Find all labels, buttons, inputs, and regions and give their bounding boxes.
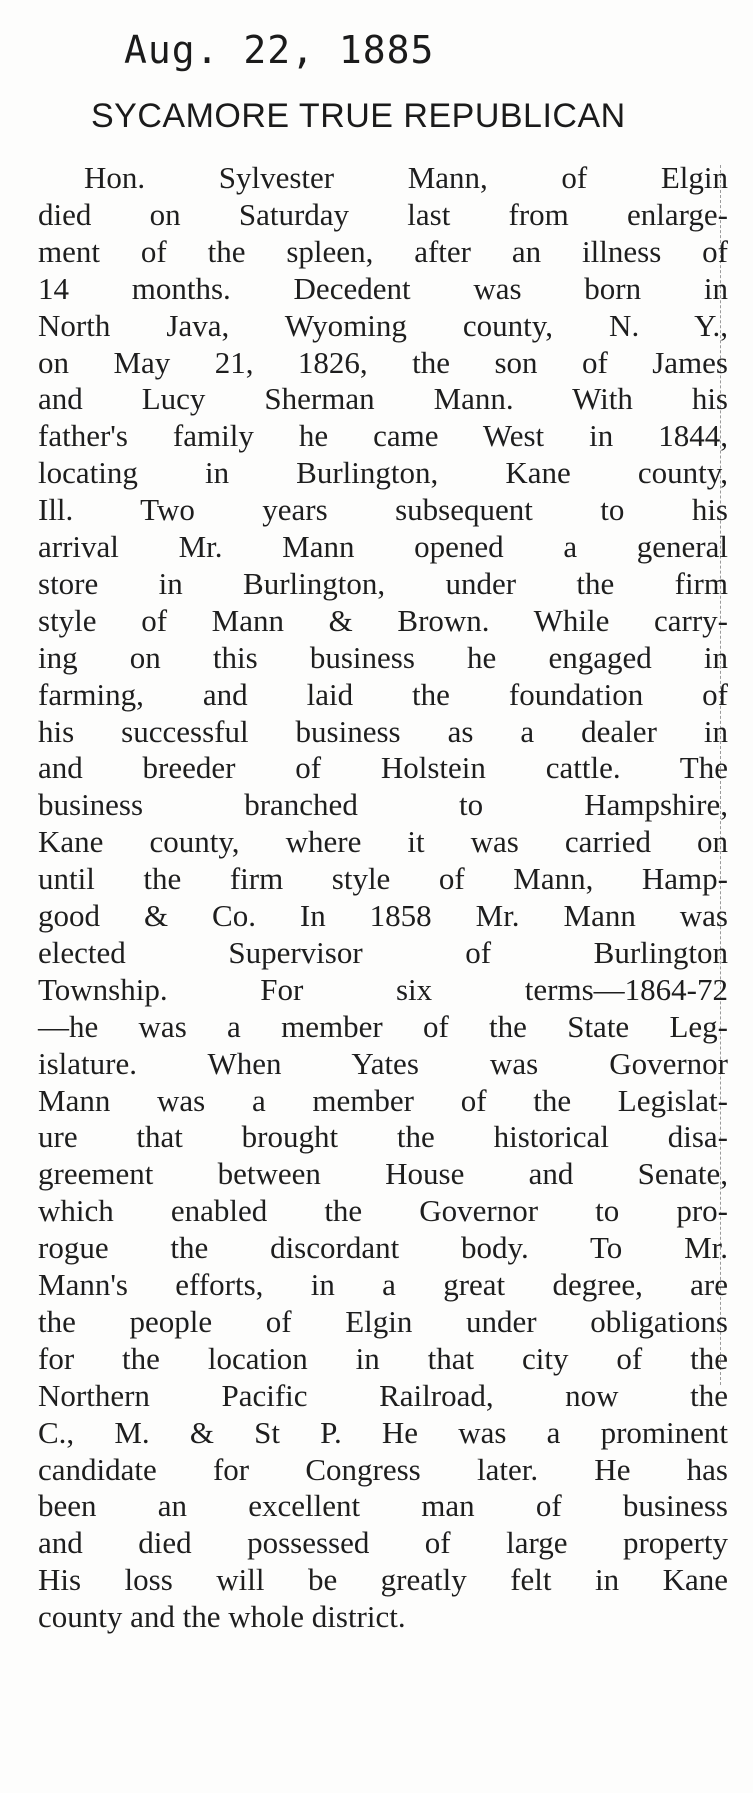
article-line: and breeder of Holstein cattle. The — [38, 750, 728, 786]
article-line: his successful business as a dealer in — [38, 713, 728, 749]
article-line: elected Supervisor of Burlington — [38, 934, 728, 970]
article-line: arrival Mr. Mann opened a general — [38, 529, 728, 564]
article-line: for the location in that city of the — [38, 1340, 728, 1376]
article-line: Ill. Two years subsequent to his — [38, 492, 728, 528]
article-line: Mann's efforts, in a great degree, are — [38, 1267, 728, 1302]
article-line: North Java, Wyoming county, N. Y., — [38, 307, 728, 343]
article-line: ment of the spleen, after an illness of — [38, 233, 728, 269]
article-line: His loss will be greatly felt in Kane — [38, 1562, 728, 1598]
article-line: —he was a member of the State Leg- — [38, 1008, 728, 1044]
article-line: greement between House and Senate, — [38, 1156, 728, 1192]
article-line: Hon. Sylvester Mann, of Elgin — [84, 160, 728, 195]
article-line: Northern Pacific Railroad, now the — [38, 1377, 728, 1413]
article-line: been an excellent man of business — [38, 1488, 728, 1524]
article-line: store in Burlington, under the firm — [38, 565, 728, 601]
article-line: ing on this business he engaged in — [38, 639, 728, 675]
article-line: until the firm style of Mann, Hamp- — [38, 861, 728, 897]
article-line: ure that brought the historical disa- — [38, 1119, 728, 1155]
article-line: 14 months. Decedent was born in — [38, 270, 728, 306]
article-line: candidate for Congress later. He has — [38, 1451, 728, 1487]
article-line: style of Mann & Brown. While carry- — [38, 602, 728, 638]
article-line: and died possessed of large property — [38, 1525, 728, 1561]
article-line: father's family he came West in 1844, — [38, 418, 728, 454]
article-line: locating in Burlington, Kane county, — [38, 455, 728, 491]
newspaper-name: SYCAMORE TRUE REPUBLICAN — [91, 97, 626, 135]
article-line: county and the whole district. — [38, 1599, 406, 1635]
article-line: good & Co. In 1858 Mr. Mann was — [38, 898, 728, 933]
article-line: Kane county, where it was carried on — [38, 824, 728, 860]
article-line: on May 21, 1826, the son of James — [38, 344, 728, 380]
article-line: rogue the discordant body. To Mr. — [38, 1230, 728, 1266]
article-line: islature. When Yates was Governor — [38, 1045, 728, 1081]
article-line: the people of Elgin under obligations — [38, 1303, 728, 1339]
article-line: Mann was a member of the Legislat- — [38, 1082, 728, 1118]
article-line: which enabled the Governor to pro- — [38, 1193, 728, 1229]
article-line: business branched to Hampshire, — [38, 787, 728, 823]
article-line: farming, and laid the foundation of — [38, 676, 728, 712]
article-line: Township. For six terms—1864-72 — [38, 971, 728, 1007]
article-line: and Lucy Sherman Mann. With his — [38, 381, 728, 417]
article-line: C., M. & St P. He was a prominent — [38, 1414, 728, 1450]
article-line: died on Saturday last from enlarge- — [38, 196, 728, 232]
publication-date: Aug. 22, 1885 — [124, 28, 435, 72]
obituary-article — [38, 160, 728, 1760]
